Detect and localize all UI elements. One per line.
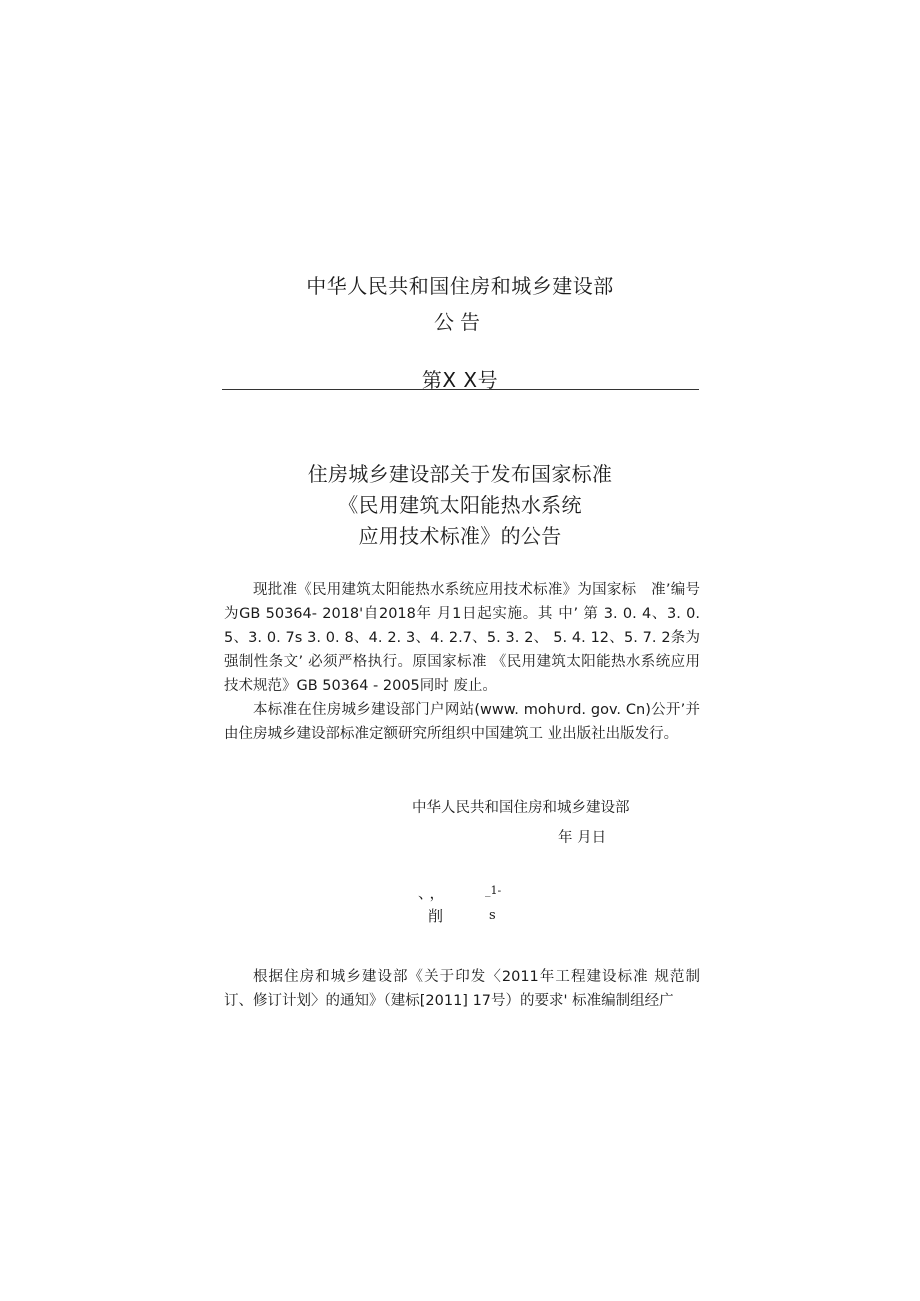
announcement-label: 公告 bbox=[434, 310, 486, 334]
body-paragraph-publication: 本标准在住房城乡建设部门户网站(www. moh∪rd. gov. Cn)公开’并由住房城乡建设部标准定额研究所组织中国建筑工 业出版社出版发行。 bbox=[224, 702, 700, 742]
ocr-fragment-marks: 、， bbox=[418, 884, 449, 902]
announcement-body bbox=[224, 578, 700, 746]
preface-section bbox=[224, 965, 700, 1013]
signature-date: 年 月日 bbox=[558, 830, 607, 846]
signature-organization: 中华人民共和国住房和城乡建设部 bbox=[412, 800, 630, 816]
preface-paragraph: 根据住房和城乡建设部《关于印发〈2011年工程建设标准 规范制订、修订计划〉的通知》（建标[2011] 17号）的要求' 标准编制组经广 bbox=[224, 969, 700, 1009]
subject-line-2: 《民用建筑太阳能热水系统 bbox=[338, 493, 582, 517]
subject-line-3: 应用技术标准》的公告 bbox=[358, 524, 562, 548]
ocr-fragment-qian: 削 bbox=[428, 907, 444, 925]
ocr-fragment-superscript: _1- bbox=[485, 884, 502, 897]
document-number: 第X X号 bbox=[421, 368, 499, 392]
ministry-title: 中华人民共和国住房和城乡建设部 bbox=[306, 274, 614, 298]
subject-line-1: 住房城乡建设部关于发布国家标准 bbox=[307, 462, 613, 486]
ocr-fragment-s: s bbox=[489, 908, 496, 923]
body-paragraph-approval: 现批准《民用建筑太阳能热水系统应用技术标准》为国家标 准’编号为GB 50364- 2018'自2018年 月1日起实施。其 中’ 第 3. 0. 4、3. 0. 5、3. 0. 7s 3. 0. 8、4. 2. 3、4. 2.7、5. 3. 2、 5. 4. 12、5. 7. 2条为强制性条文’ 必须严格执行。原国家标准 《民用建筑太阳能热水系统应用技术规范》GB 50364 - 2005同时 废止。 bbox=[224, 582, 700, 694]
header-divider bbox=[222, 389, 699, 390]
